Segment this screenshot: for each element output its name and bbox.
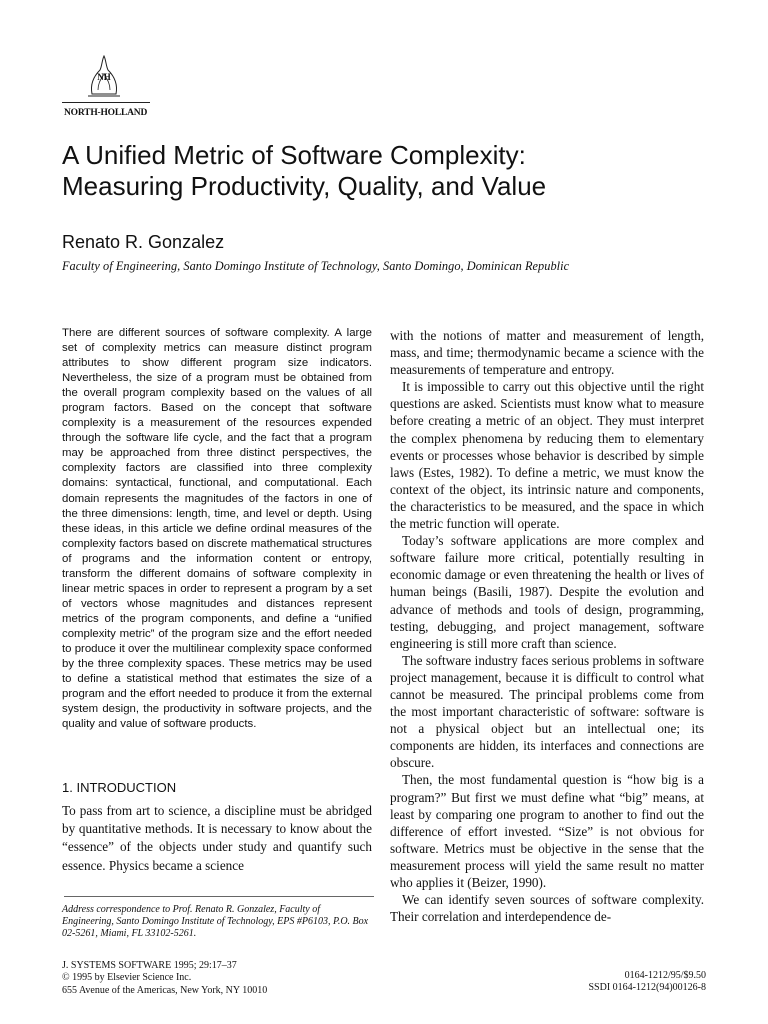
ssdi-code: SSDI 0164-1212(94)00126-8 bbox=[588, 982, 706, 994]
right-column bbox=[390, 327, 704, 925]
paragraph: We can identify seven sources of software complexity. Their correlation and interdependence de- bbox=[390, 892, 704, 925]
article-codes bbox=[589, 970, 707, 995]
title-line-2: Measuring Productivity, Quality, and Value bbox=[62, 171, 547, 201]
paragraph: It is impossible to carry out this objective until the right questions are asked. Scientists must know what to measure before creating a metric of an object. They must interpret the complex phenomena by reducing them to elementary events or processes whose behavior is described by simple laws (Estes, 1982). To define a metric, we must know the context of the object, its intrinsic nature and components, the characteristics to be measured, and the space in which the metric function will operate. bbox=[390, 379, 704, 532]
correspondence-footnote: Address correspondence to Prof. Renato R. Gonzalez, Faculty of Engineering, Santo Domingo Institute of Technology, EPS #P6103, P.O. Box 02-5261, Miami, FL 33102-5261. bbox=[62, 904, 369, 940]
paper-title bbox=[62, 140, 546, 202]
publisher-logo bbox=[84, 50, 124, 100]
paragraph: with the notions of matter and measurement of length, mass, and time; thermodynamic became a science with the measurements of temperature and entropy. bbox=[390, 328, 704, 378]
publisher-name: NORTH-HOLLAND bbox=[64, 108, 148, 118]
section-heading-introduction: 1. INTRODUCTION bbox=[62, 780, 177, 795]
paragraph: Today’s software applications are more complex and software failure more critical, potentially resulting in economic damage or even threatening the health or lives of human beings (Basili, 1987). Despite the evolution and advance of methods and tools of design, programming, testing, debugging, and project management, software engineering is still more craft than science. bbox=[390, 533, 704, 651]
introduction-text: To pass from art to science, a discipline must be abridged by quantitative methods. It is necessary to know about the “essence” of the objects under study and quantify such essence. Physics became a science bbox=[62, 803, 372, 873]
journal-citation bbox=[62, 960, 267, 997]
copyright-line: © 1995 by Elsevier Science Inc. bbox=[62, 972, 192, 984]
publisher-rule bbox=[62, 102, 150, 103]
paragraph: Then, the most fundamental question is “how big is a program?” But first we must define what “big” means, at least by comparing one program to another to find out the difference of effort invested. “Size” is not obvious for software. Metrics must be objective in the sense that the measurement process will yield the same result no matter who applies it (Beizer, 1990). bbox=[390, 772, 704, 890]
journal-line: J. SYSTEMS SOFTWARE 1995; 29:17–37 bbox=[62, 960, 237, 971]
publisher-address: 655 Avenue of the Americas, New York, NY 10010 bbox=[62, 984, 268, 996]
author-affiliation: Faculty of Engineering, Santo Domingo Institute of Technology, Santo Domingo, Dominican Republic bbox=[62, 259, 570, 273]
paragraph: The software industry faces serious problems in software project management, because it is difficult to control what cannot be measured. The principal problems come from the most important characteristic of software: software is not a physical object but an intellectual one; its components are hidden, its interfaces and connections are obscure. bbox=[390, 652, 704, 771]
author-name: Renato R. Gonzalez bbox=[62, 232, 225, 252]
abstract: There are different sources of software complexity. A large set of complexity metrics can measure distinct program attributes to show different program size indicators. Nevertheless, the size of a program must be obtained from the overall program complexity based on the values of all program factors. Based on the concept that software complexity is a measurement of the resources expended through the software life cycle, and the fact that a program may be approached from three distinct perspectives, the complexity factors are classified into three complexity domains: syntactical, functional, and computational. Each domain represents the magnitudes of the factors in one of the three dimensions: length, time, and level or depth. Using these ideas, in this article we define ordinal measures of the complexity factors based on discrete mathematical structures of programs and the information content or entropy, transform the different domains of software complexity in linear metric spaces in order to represent a program by a set of vectors whose magnitudes and distances represent metrics of the program components, and define a “unified complexity metric” of the program size and the effort needed to produce it over the multilinear complexity space conformed by the three complexity spaces. These metrics may be used to define a statistical method that estimates the size of a program and the effort needed to produce it from the external system design, the productivity in software projects, and the quality and value of software products. bbox=[62, 327, 372, 731]
title-line-1: A Unified Metric of Software Complexity: bbox=[62, 140, 526, 170]
issn-price: 0164-1212/95/$9.50 bbox=[624, 970, 706, 981]
footnote-rule bbox=[64, 896, 374, 897]
logo-text: NH bbox=[97, 72, 111, 82]
